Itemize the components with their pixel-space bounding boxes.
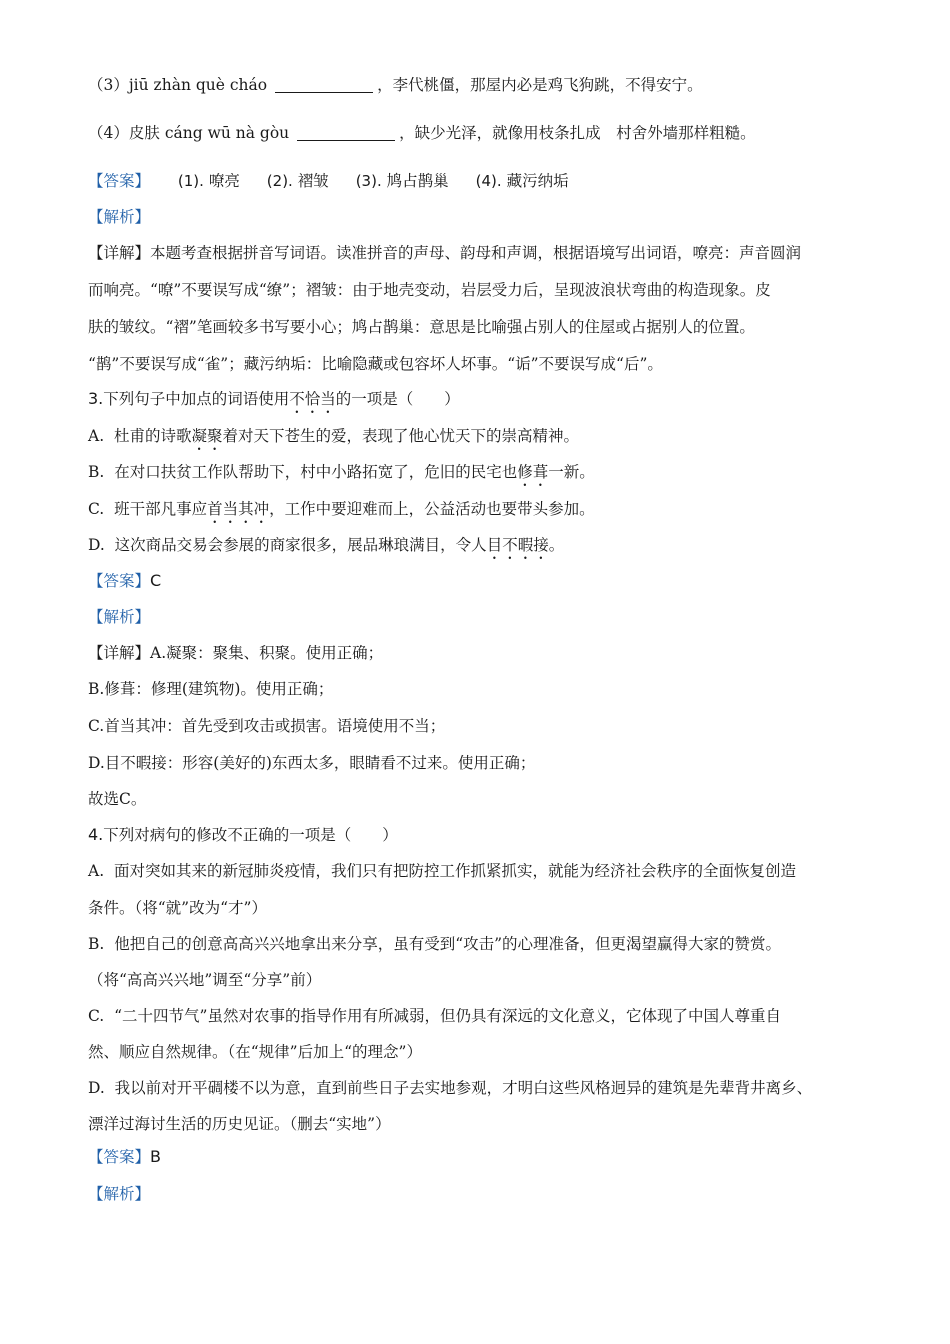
q3-detail-line-5: 故选C。: [88, 790, 147, 808]
option-text: 在对口扶贫工作队帮助下，村中小路拓宽了，危旧的民宅也: [114, 463, 518, 481]
pinyin: cáng wū nà gòu: [164, 124, 290, 142]
q4-option-c: [88, 1005, 781, 1027]
detail-tag: 【详解】: [88, 644, 151, 662]
option-text: 我以前对开平碉楼不以为意，直到前些日子去实地参观，才明白这些风格迥异的建筑是先辈背井离乡、: [114, 1079, 813, 1097]
q2-detail-line-3: 肤的皱纹。“褶”笔画较多书写要小心；鸠占鹊巢：意思是比喻强占别人的住屋或占据别人的位置。: [88, 318, 755, 336]
option-label: D.: [88, 1079, 105, 1097]
q3-detail-line-4: D.目不暇接：形容(美好的)东西太多，眼睛看不过来。使用正确；: [88, 754, 536, 772]
q4-option-c-cont: 然、顺应自然规律。（在“规律”后加上“的理念”）: [88, 1043, 422, 1061]
q3-option-b: [88, 461, 595, 490]
option-label: C.: [88, 1007, 105, 1025]
dotted-word: 修葺: [517, 463, 549, 481]
q4-option-a: [88, 860, 796, 882]
q3-stem: [88, 388, 460, 417]
option-text: 着对天下苍生的爱，表现了他心忧天下的崇高精神。: [222, 427, 580, 445]
answer-item: [356, 172, 449, 190]
item-text: ，缺少光泽，就像用枝条扎成 村舍外墙那样粗糙。: [399, 124, 756, 142]
answer-value: 藏污纳垢: [506, 172, 569, 190]
answer-blank: [297, 124, 395, 141]
stem-text: 下列句子中加点的词语使用: [103, 390, 290, 408]
q4-answer: [88, 1146, 161, 1168]
answer-item: [178, 172, 240, 190]
answer-tag: 【答案】: [88, 172, 151, 190]
answer-tag: 【答案】: [88, 1148, 151, 1166]
question-number: 4.: [88, 825, 104, 844]
option-label: B.: [88, 935, 105, 953]
q2-answer: [88, 170, 591, 192]
dotted-word: 首当其冲: [207, 500, 270, 518]
detail-tag: 【详解】: [88, 244, 151, 262]
answer-blank: [275, 76, 373, 93]
item-text: ，李代桃僵，那屋内必是鸡飞狗跳，不得安宁。: [377, 76, 703, 94]
option-text: 这次商品交易会参展的商家很多，展品琳琅满目，令人: [114, 536, 487, 554]
detail-text: 本题考查根据拼音写词语。读准拼音的声母、韵母和声调，根据语境写出词语，嘹亮：声音圆润: [150, 244, 802, 262]
q4-option-b: [88, 933, 781, 955]
question-number: 3.: [88, 389, 104, 408]
option-text: ，工作中要迎难而上，公益活动也要带头参加。: [269, 500, 595, 518]
q3-analysis-tag: 【解析】: [88, 608, 151, 626]
item-number: （3）: [88, 76, 129, 94]
option-text: 。: [548, 536, 565, 554]
answer-tag: 【答案】: [88, 572, 151, 590]
q4-option-d: [88, 1077, 812, 1099]
dotted-word: 不恰当: [289, 390, 336, 408]
option-label: B.: [88, 463, 105, 481]
q3-detail-line-1: [88, 642, 383, 664]
option-text: 面对突如其来的新冠肺炎疫情，我们只有把防控工作抓紧抓实，就能为经济社会秩序的全面恢复创造: [113, 862, 796, 880]
q3-answer: [88, 570, 161, 592]
answer-key: (4).: [475, 172, 502, 190]
answer-value: B: [150, 1147, 161, 1166]
pinyin: jiū zhàn què cháo: [128, 76, 268, 94]
q3-option-a: [88, 425, 579, 454]
q2-detail-line-1: [88, 242, 801, 264]
q3-option-c: [88, 498, 595, 527]
q2-item-4: [88, 122, 756, 144]
dotted-word: 凝聚: [191, 427, 223, 445]
answer-value: 鸠占鹊巢: [386, 172, 449, 190]
item-text-pre: 皮肤: [128, 124, 165, 142]
dotted-word: 目不暇接: [486, 536, 549, 554]
option-label: D.: [88, 536, 105, 554]
q4-stem: [88, 824, 398, 846]
stem-text: 的一项是（ ）: [335, 390, 460, 408]
option-label: A.: [88, 862, 105, 880]
q4-option-a-cont: 条件。（将“就”改为“才”）: [88, 899, 267, 917]
detail-text: A.凝聚：聚集、积聚。使用正确；: [150, 644, 384, 662]
q2-detail-line-4: “鹊”不要误写成“雀”；藏污纳垢：比喻隐藏或包容坏人坏事。“诟”不要误写成“后”。: [88, 355, 663, 373]
q3-detail-line-3: C.首当其冲：首先受到攻击或损害。语境使用不当；: [88, 717, 446, 735]
q3-option-d: [88, 534, 564, 563]
q2-item-3: [88, 74, 703, 96]
option-text: “二十四节气”虽然对农事的指导作用有所减弱，但仍具有深远的文化意义，它体现了中国人尊重自: [114, 1007, 781, 1025]
q4-option-b-cont: （将“高高兴兴地”调至“分享”前）: [88, 971, 322, 989]
answer-value: C: [150, 571, 162, 590]
answer-key: (1).: [177, 172, 204, 190]
option-text: 杜甫的诗歌: [113, 427, 192, 445]
option-label: C.: [88, 500, 105, 518]
answer-key: (2).: [266, 172, 293, 190]
item-number: （4）: [88, 124, 129, 142]
q2-detail-line-2: 而响亮。“嘹”不要误写成“缭”；褶皱：由于地壳变动，岩层受力后，呈现波浪状弯曲的构造现象。皮: [88, 281, 771, 299]
stem-text: 下列对病句的修改不正确的一项是（ ）: [103, 826, 398, 844]
q4-analysis-tag: 【解析】: [88, 1185, 151, 1203]
q4-option-d-cont: 漂洋过海讨生活的历史见证。（删去“实地”）: [88, 1115, 391, 1133]
answer-item: [267, 172, 329, 190]
answer-item: [476, 172, 569, 190]
option-text: 他把自己的创意高高兴兴地拿出来分享，虽有受到“攻击”的心理准备，但更渴望赢得大家的赞赏。: [114, 935, 782, 953]
answer-value: 嘹亮: [208, 172, 240, 190]
answer-value: 褶皱: [297, 172, 329, 190]
option-text: 班干部凡事应: [114, 500, 208, 518]
option-text: 一新。: [548, 463, 595, 481]
q2-analysis-tag: 【解析】: [88, 208, 151, 226]
option-label: A.: [88, 427, 105, 445]
answer-key: (3).: [355, 172, 382, 190]
q3-detail-line-2: B.修葺：修理(建筑物)。使用正确；: [88, 680, 334, 698]
